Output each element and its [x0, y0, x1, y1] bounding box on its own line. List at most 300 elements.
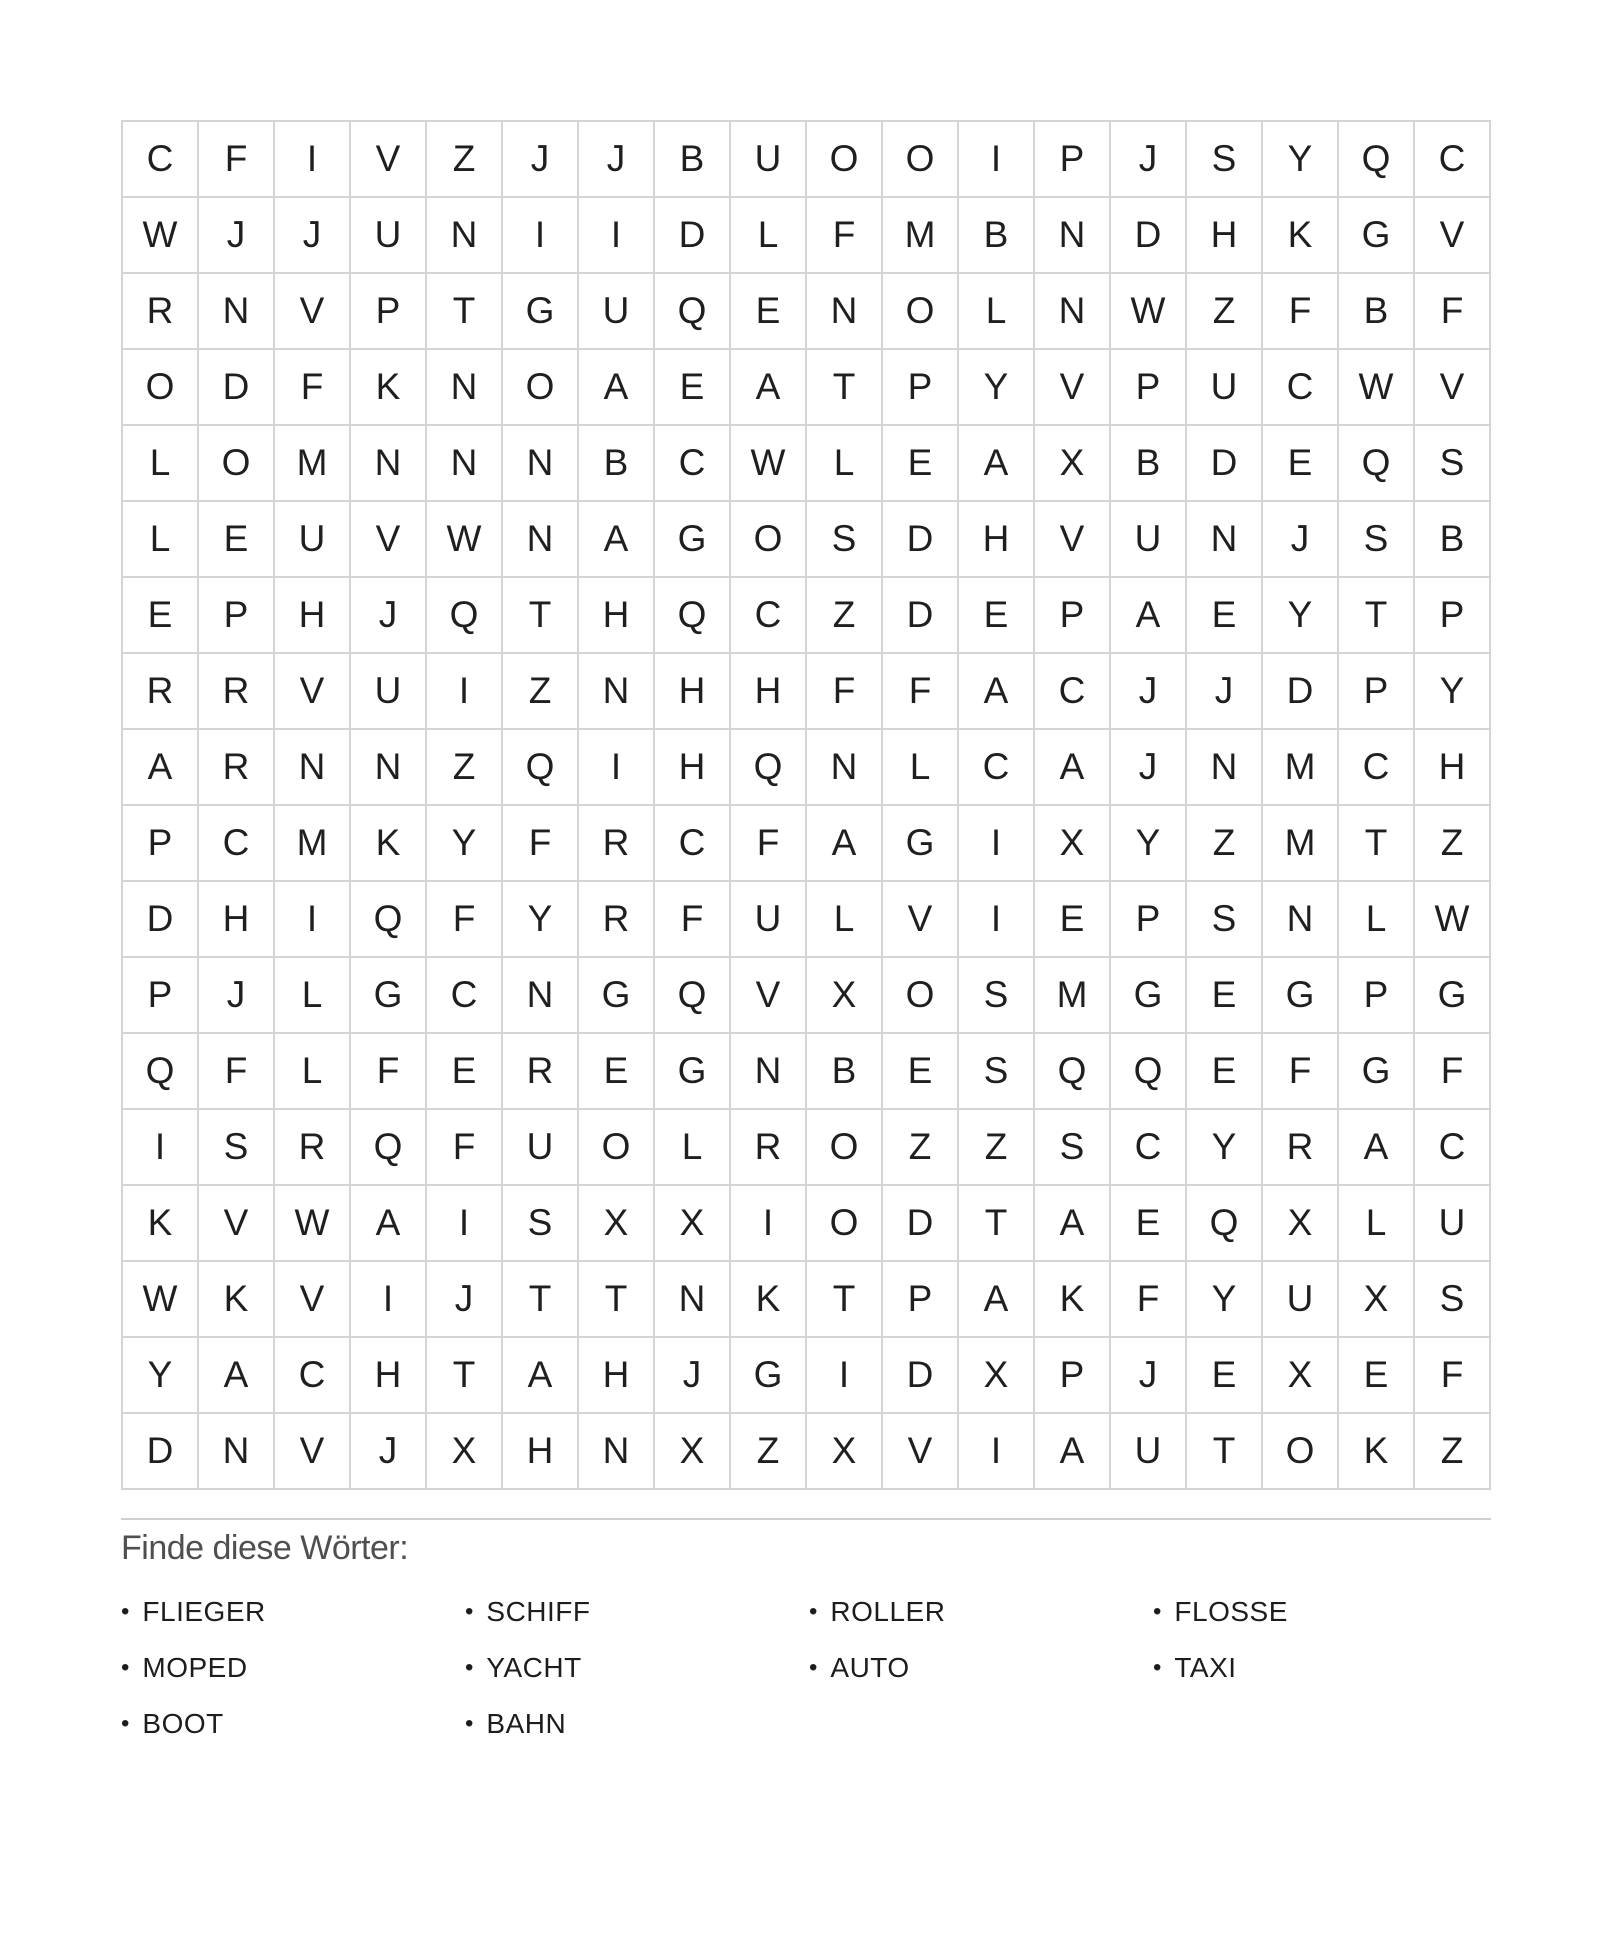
bullet-icon: •	[465, 1710, 474, 1737]
grid-cell: R	[275, 1110, 351, 1186]
grid-cell: U	[1187, 350, 1263, 426]
grid-cell: O	[883, 122, 959, 198]
grid-cell: L	[655, 1110, 731, 1186]
grid-cell: R	[579, 806, 655, 882]
grid-cell: Q	[503, 730, 579, 806]
grid-cell: B	[807, 1034, 883, 1110]
grid-cell: T	[503, 578, 579, 654]
grid-cell: A	[1339, 1110, 1415, 1186]
grid-cell: C	[655, 426, 731, 502]
bullet-icon: •	[465, 1654, 474, 1681]
grid-cell: W	[731, 426, 807, 502]
grid-cell: S	[199, 1110, 275, 1186]
grid-cell: B	[1415, 502, 1491, 578]
grid-cell: L	[807, 426, 883, 502]
grid-cell: O	[807, 1186, 883, 1262]
grid-cell: G	[1339, 1034, 1415, 1110]
grid-cell: J	[199, 198, 275, 274]
grid-cell: X	[1035, 426, 1111, 502]
grid-cell: J	[275, 198, 351, 274]
grid-cell: L	[275, 958, 351, 1034]
grid-cell: I	[427, 1186, 503, 1262]
grid-cell: V	[275, 1262, 351, 1338]
grid-cell: R	[731, 1110, 807, 1186]
grid-cell: C	[655, 806, 731, 882]
grid-cell: V	[1415, 198, 1491, 274]
grid-cell: N	[351, 426, 427, 502]
letter-grid	[121, 120, 1491, 1490]
grid-cell: C	[123, 122, 199, 198]
grid-cell: J	[1111, 654, 1187, 730]
grid-cell: A	[959, 426, 1035, 502]
grid-cell: Z	[807, 578, 883, 654]
grid-cell: F	[351, 1034, 427, 1110]
grid-cell: Y	[123, 1338, 199, 1414]
grid-cell: I	[503, 198, 579, 274]
grid-cell: T	[427, 1338, 503, 1414]
grid-cell: W	[123, 1262, 199, 1338]
grid-cell: N	[807, 274, 883, 350]
grid-cell: I	[351, 1262, 427, 1338]
grid-cell: T	[807, 1262, 883, 1338]
grid-cell: Q	[655, 274, 731, 350]
grid-cell: A	[1035, 1186, 1111, 1262]
grid-cell: A	[503, 1338, 579, 1414]
grid-cell: K	[1339, 1414, 1415, 1490]
grid-cell: Y	[427, 806, 503, 882]
grid-cell: A	[579, 502, 655, 578]
grid-cell: D	[883, 578, 959, 654]
grid-cell: V	[1035, 502, 1111, 578]
grid-cell: B	[579, 426, 655, 502]
grid-cell: N	[1035, 198, 1111, 274]
word-list-item	[809, 1640, 1153, 1696]
grid-cell: R	[199, 654, 275, 730]
grid-cell: E	[1263, 426, 1339, 502]
grid-cell: E	[427, 1034, 503, 1110]
grid-cell: F	[807, 654, 883, 730]
grid-cell: F	[1415, 1034, 1491, 1110]
grid-cell: I	[959, 1414, 1035, 1490]
grid-cell: R	[123, 274, 199, 350]
word-list-item	[121, 1696, 465, 1752]
grid-cell: I	[579, 198, 655, 274]
grid-cell: N	[427, 198, 503, 274]
grid-cell: W	[123, 198, 199, 274]
grid-cell: Q	[351, 1110, 427, 1186]
grid-cell: C	[1415, 1110, 1491, 1186]
grid-cell: R	[123, 654, 199, 730]
grid-cell: P	[351, 274, 427, 350]
grid-cell: G	[655, 1034, 731, 1110]
grid-cell: Y	[1415, 654, 1491, 730]
word-label: YACHT	[486, 1652, 582, 1683]
grid-cell: M	[883, 198, 959, 274]
grid-cell: J	[579, 122, 655, 198]
grid-cell: O	[503, 350, 579, 426]
grid-cell: K	[123, 1186, 199, 1262]
grid-cell: T	[807, 350, 883, 426]
grid-cell: S	[1415, 426, 1491, 502]
grid-cell: F	[731, 806, 807, 882]
grid-cell: Y	[1111, 806, 1187, 882]
grid-cell: P	[1035, 122, 1111, 198]
grid-cell: L	[123, 502, 199, 578]
word-label: AUTO	[830, 1652, 910, 1683]
grid-cell: O	[731, 502, 807, 578]
grid-cell: H	[959, 502, 1035, 578]
grid-cell: S	[959, 958, 1035, 1034]
grid-cell: P	[123, 958, 199, 1034]
grid-cell: K	[731, 1262, 807, 1338]
grid-cell: P	[199, 578, 275, 654]
grid-cell: Z	[427, 122, 503, 198]
word-label: FLOSSE	[1174, 1596, 1288, 1627]
grid-cell: U	[275, 502, 351, 578]
grid-cell: J	[1111, 1338, 1187, 1414]
grid-cell: H	[655, 654, 731, 730]
grid-cell: N	[199, 274, 275, 350]
grid-cell: K	[351, 806, 427, 882]
grid-cell: U	[1263, 1262, 1339, 1338]
grid-cell: E	[579, 1034, 655, 1110]
grid-cell: O	[123, 350, 199, 426]
grid-cell: A	[807, 806, 883, 882]
grid-cell: D	[1187, 426, 1263, 502]
grid-cell: K	[351, 350, 427, 426]
grid-cell: F	[1263, 274, 1339, 350]
grid-cell: Y	[1187, 1262, 1263, 1338]
grid-cell: F	[1415, 274, 1491, 350]
grid-cell: U	[579, 274, 655, 350]
grid-cell: L	[1339, 1186, 1415, 1262]
grid-cell: A	[1035, 730, 1111, 806]
grid-cell: D	[123, 1414, 199, 1490]
grid-cell: F	[807, 198, 883, 274]
grid-cell: E	[883, 1034, 959, 1110]
grid-cell: A	[959, 1262, 1035, 1338]
grid-cell: Q	[1339, 426, 1415, 502]
grid-cell: X	[1035, 806, 1111, 882]
grid-cell: N	[1187, 730, 1263, 806]
grid-cell: U	[351, 198, 427, 274]
grid-cell: F	[427, 882, 503, 958]
grid-cell: Z	[1187, 274, 1263, 350]
bullet-icon: •	[1153, 1598, 1162, 1625]
divider-line	[121, 1518, 1491, 1520]
grid-cell: O	[807, 122, 883, 198]
grid-cell: D	[883, 502, 959, 578]
grid-cell: G	[731, 1338, 807, 1414]
grid-cell: Q	[655, 578, 731, 654]
grid-cell: B	[1339, 274, 1415, 350]
grid-cell: G	[351, 958, 427, 1034]
grid-cell: T	[427, 274, 503, 350]
grid-cell: D	[883, 1338, 959, 1414]
grid-cell: B	[959, 198, 1035, 274]
grid-cell: A	[579, 350, 655, 426]
grid-cell: H	[351, 1338, 427, 1414]
word-label: ROLLER	[830, 1596, 946, 1627]
grid-cell: M	[275, 806, 351, 882]
grid-cell: A	[731, 350, 807, 426]
grid-cell: M	[275, 426, 351, 502]
grid-cell: R	[199, 730, 275, 806]
grid-cell: P	[1035, 1338, 1111, 1414]
grid-cell: D	[655, 198, 731, 274]
grid-cell: E	[1187, 1338, 1263, 1414]
word-label: BOOT	[142, 1708, 224, 1739]
word-label: TAXI	[1174, 1652, 1237, 1683]
grid-cell: G	[503, 274, 579, 350]
grid-cell: Q	[427, 578, 503, 654]
grid-cell: Q	[655, 958, 731, 1034]
grid-cell: X	[807, 1414, 883, 1490]
grid-cell: K	[199, 1262, 275, 1338]
grid-cell: O	[807, 1110, 883, 1186]
grid-cell: X	[959, 1338, 1035, 1414]
grid-cell: K	[1035, 1262, 1111, 1338]
grid-cell: E	[1187, 1034, 1263, 1110]
grid-cell: Y	[503, 882, 579, 958]
grid-cell: H	[1415, 730, 1491, 806]
grid-cell: P	[1111, 882, 1187, 958]
grid-cell: I	[959, 882, 1035, 958]
grid-cell: U	[1111, 502, 1187, 578]
grid-cell: N	[579, 654, 655, 730]
grid-cell: W	[1111, 274, 1187, 350]
grid-cell: F	[199, 122, 275, 198]
grid-cell: P	[1339, 958, 1415, 1034]
grid-cell: J	[655, 1338, 731, 1414]
grid-cell: E	[731, 274, 807, 350]
grid-cell: H	[731, 654, 807, 730]
grid-cell: Q	[351, 882, 427, 958]
grid-cell: V	[275, 654, 351, 730]
grid-cell: N	[1035, 274, 1111, 350]
grid-cell: G	[883, 806, 959, 882]
grid-cell: A	[123, 730, 199, 806]
grid-cell: H	[275, 578, 351, 654]
grid-cell: D	[1263, 654, 1339, 730]
grid-cell: A	[1035, 1414, 1111, 1490]
grid-cell: T	[1339, 806, 1415, 882]
grid-cell: R	[579, 882, 655, 958]
grid-cell: N	[503, 958, 579, 1034]
grid-cell: H	[503, 1414, 579, 1490]
word-label: BAHN	[486, 1708, 567, 1739]
grid-cell: P	[1339, 654, 1415, 730]
grid-cell: X	[579, 1186, 655, 1262]
grid-cell: A	[351, 1186, 427, 1262]
grid-cell: F	[503, 806, 579, 882]
word-list	[121, 1584, 1497, 1752]
grid-cell: M	[1263, 806, 1339, 882]
grid-cell: A	[959, 654, 1035, 730]
grid-cell: N	[1187, 502, 1263, 578]
grid-cell: N	[503, 426, 579, 502]
grid-cell: M	[1263, 730, 1339, 806]
grid-cell: G	[655, 502, 731, 578]
grid-cell: C	[731, 578, 807, 654]
grid-cell: G	[1263, 958, 1339, 1034]
word-list-heading: Finde diese Wörter:	[121, 1529, 409, 1567]
grid-cell: E	[655, 350, 731, 426]
grid-cell: U	[503, 1110, 579, 1186]
grid-cell: V	[1415, 350, 1491, 426]
grid-cell: X	[655, 1414, 731, 1490]
grid-cell: U	[731, 882, 807, 958]
grid-cell: B	[655, 122, 731, 198]
grid-cell: H	[579, 578, 655, 654]
bullet-icon: •	[809, 1654, 818, 1681]
grid-cell: B	[1111, 426, 1187, 502]
grid-cell: X	[807, 958, 883, 1034]
grid-cell: C	[1035, 654, 1111, 730]
grid-cell: V	[883, 882, 959, 958]
grid-cell: S	[1187, 882, 1263, 958]
grid-cell: U	[351, 654, 427, 730]
grid-cell: V	[351, 502, 427, 578]
grid-cell: S	[959, 1034, 1035, 1110]
grid-cell: S	[1339, 502, 1415, 578]
grid-cell: Q	[1111, 1034, 1187, 1110]
grid-cell: G	[579, 958, 655, 1034]
grid-cell: L	[883, 730, 959, 806]
grid-cell: Z	[959, 1110, 1035, 1186]
grid-cell: D	[199, 350, 275, 426]
grid-cell: Q	[731, 730, 807, 806]
word-label: MOPED	[142, 1652, 248, 1683]
grid-cell: P	[1415, 578, 1491, 654]
word-list-item	[1153, 1640, 1497, 1696]
grid-cell: O	[199, 426, 275, 502]
grid-cell: O	[1263, 1414, 1339, 1490]
grid-cell: J	[1187, 654, 1263, 730]
grid-cell: I	[579, 730, 655, 806]
grid-cell: W	[1415, 882, 1491, 958]
word-label: FLIEGER	[142, 1596, 266, 1627]
grid-cell: G	[1415, 958, 1491, 1034]
bullet-icon: •	[121, 1710, 130, 1737]
grid-cell: Y	[1263, 578, 1339, 654]
grid-cell: N	[351, 730, 427, 806]
grid-cell: N	[1263, 882, 1339, 958]
grid-cell: O	[883, 274, 959, 350]
bullet-icon: •	[465, 1598, 474, 1625]
grid-cell: Z	[503, 654, 579, 730]
grid-cell: D	[1111, 198, 1187, 274]
grid-cell: E	[883, 426, 959, 502]
grid-cell: U	[1111, 1414, 1187, 1490]
grid-cell: N	[655, 1262, 731, 1338]
grid-cell: C	[427, 958, 503, 1034]
grid-cell: M	[1035, 958, 1111, 1034]
grid-cell: F	[1415, 1338, 1491, 1414]
grid-cell: L	[1339, 882, 1415, 958]
grid-cell: U	[731, 122, 807, 198]
grid-cell: N	[427, 426, 503, 502]
bullet-icon: •	[1153, 1654, 1162, 1681]
grid-cell: P	[1111, 350, 1187, 426]
grid-cell: Y	[1187, 1110, 1263, 1186]
grid-cell: Z	[427, 730, 503, 806]
grid-cell: J	[1263, 502, 1339, 578]
grid-cell: X	[1339, 1262, 1415, 1338]
word-list-item	[809, 1584, 1153, 1640]
grid-cell: Q	[1339, 122, 1415, 198]
grid-cell: Z	[1415, 1414, 1491, 1490]
grid-cell: C	[1415, 122, 1491, 198]
grid-cell: F	[199, 1034, 275, 1110]
grid-cell: N	[199, 1414, 275, 1490]
grid-cell: J	[427, 1262, 503, 1338]
grid-cell: J	[351, 1414, 427, 1490]
grid-cell: C	[1111, 1110, 1187, 1186]
grid-cell: F	[275, 350, 351, 426]
grid-cell: Q	[1035, 1034, 1111, 1110]
grid-cell: S	[1187, 122, 1263, 198]
grid-cell: Z	[883, 1110, 959, 1186]
grid-cell: V	[275, 274, 351, 350]
grid-cell: L	[807, 882, 883, 958]
grid-cell: W	[427, 502, 503, 578]
grid-cell: R	[1263, 1110, 1339, 1186]
bullet-icon: •	[121, 1598, 130, 1625]
grid-cell: U	[1415, 1186, 1491, 1262]
grid-cell: I	[731, 1186, 807, 1262]
grid-cell: C	[959, 730, 1035, 806]
grid-cell: H	[1187, 198, 1263, 274]
grid-cell: S	[503, 1186, 579, 1262]
grid-cell: I	[427, 654, 503, 730]
grid-cell: E	[199, 502, 275, 578]
grid-cell: N	[579, 1414, 655, 1490]
grid-cell: X	[427, 1414, 503, 1490]
grid-cell: S	[807, 502, 883, 578]
grid-cell: T	[1339, 578, 1415, 654]
grid-cell: W	[275, 1186, 351, 1262]
word-list-item	[1153, 1584, 1497, 1640]
grid-cell: C	[1339, 730, 1415, 806]
grid-cell: Y	[1263, 122, 1339, 198]
grid-cell: H	[579, 1338, 655, 1414]
word-list-item	[121, 1640, 465, 1696]
word-label: SCHIFF	[486, 1596, 591, 1627]
grid-cell: C	[199, 806, 275, 882]
grid-cell: I	[807, 1338, 883, 1414]
grid-cell: T	[503, 1262, 579, 1338]
grid-cell: Q	[1187, 1186, 1263, 1262]
grid-cell: G	[1339, 198, 1415, 274]
grid-cell: T	[579, 1262, 655, 1338]
word-list-item	[121, 1584, 465, 1640]
grid-cell: E	[1187, 578, 1263, 654]
grid-cell: L	[731, 198, 807, 274]
grid-cell: V	[883, 1414, 959, 1490]
grid-cell: V	[351, 122, 427, 198]
grid-cell: D	[123, 882, 199, 958]
grid-cell: N	[731, 1034, 807, 1110]
grid-cell: C	[1263, 350, 1339, 426]
grid-cell: X	[1263, 1338, 1339, 1414]
grid-cell: I	[275, 122, 351, 198]
grid-cell: P	[883, 350, 959, 426]
grid-cell: G	[1111, 958, 1187, 1034]
word-list-item	[465, 1640, 809, 1696]
grid-cell: A	[199, 1338, 275, 1414]
grid-cell: F	[427, 1110, 503, 1186]
